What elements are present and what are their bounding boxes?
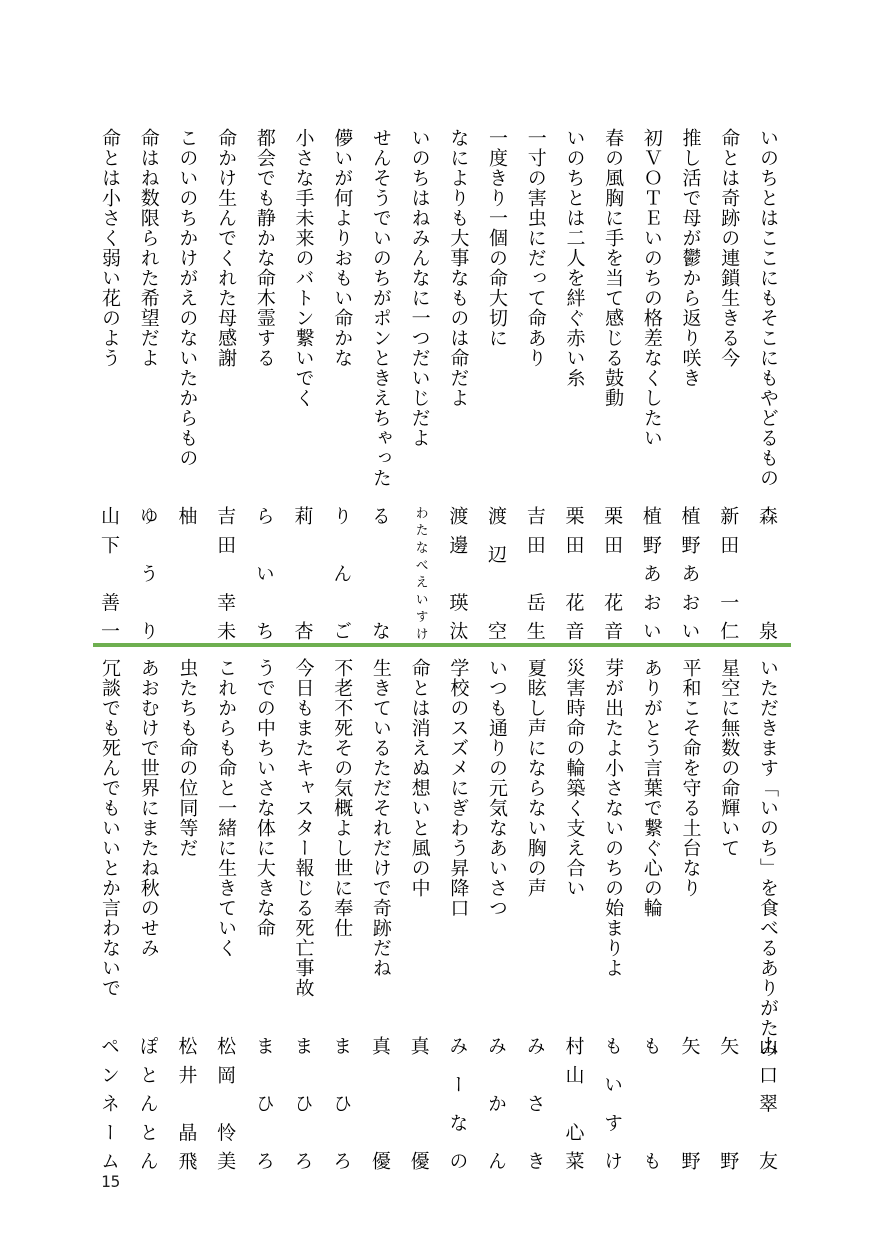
author-name: 矢 野: [717, 1036, 739, 1170]
poem-entry: [291, 128, 313, 648]
poem-text: 災害時命の輪築く支え合い: [563, 658, 585, 898]
poem-entry: [252, 128, 274, 648]
poem-entry: [639, 128, 661, 648]
poem-text: いのちとは二人を絆ぐ赤い糸: [563, 128, 585, 388]
poem-text: 今日もまたキャスター報じる死亡事故: [292, 658, 314, 998]
author-name: 渡邊 瑛汰: [446, 506, 468, 640]
author-name: 吉田 幸未: [214, 506, 236, 640]
author-name: みさき: [523, 1036, 545, 1170]
poem-text: 一度きり一個の命大切に: [486, 128, 508, 348]
poem-text: このいのちかけがえのないたからもの: [176, 128, 198, 468]
poem-entry: [600, 658, 622, 1178]
poem-text: 平和こそ命を守る土台なり: [679, 658, 701, 898]
poem-entry: [174, 658, 196, 1178]
poem-entry: [213, 658, 235, 1178]
poem-text: これからも命と一緒に生きていく: [215, 658, 237, 958]
author-name: みーなの: [446, 1036, 468, 1170]
author-name: 松岡 怜美: [214, 1036, 236, 1170]
author-name: もいすけ: [601, 1036, 623, 1170]
author-name: まひろ: [252, 1036, 274, 1170]
poem-entry: [445, 658, 467, 1178]
poem-entry: [329, 128, 351, 648]
author-name: わたなべえいすけ: [413, 506, 429, 640]
poem-entry: [174, 128, 196, 648]
poem-entry: [368, 128, 390, 648]
author-name: 栗田 花音: [562, 506, 584, 640]
author-name: らいち: [252, 506, 274, 640]
author-name: ゆうり: [136, 506, 158, 640]
author-name: 植野あおい: [639, 506, 661, 640]
divider-line: [93, 643, 791, 647]
poem-entry: [407, 658, 429, 1178]
poem-entry: [716, 128, 738, 648]
author-name: 真 優: [407, 1036, 429, 1170]
poem-text: 命とは小さく弱い花のよう: [99, 128, 120, 368]
poem-text: 冗談でも死んでもいいとか言わないで: [99, 658, 120, 998]
poem-text: 推し活で母が鬱から返り咲き: [679, 128, 701, 388]
author-name: 栗田 花音: [601, 506, 623, 640]
poem-text: 都会でも静かな命木霊する: [253, 128, 275, 368]
poem-text: 虫たちも命の位同等だ: [176, 658, 198, 858]
author-name: りんご: [330, 506, 352, 640]
poem-text: 春の風胸に手を当て感じる鼓動: [602, 128, 624, 408]
poem-entry: [213, 128, 235, 648]
poem-text: ありがとう言葉で繋ぐ心の輪: [640, 658, 662, 918]
poem-section-bottom: [97, 658, 777, 1178]
poem-text: 小さな手未来のバトン繋いでく: [292, 128, 314, 408]
poem-entry: [136, 658, 158, 1178]
author-name: 矢 野: [678, 1036, 700, 1170]
poem-entry: [678, 128, 700, 648]
poem-entry: [755, 658, 777, 1178]
poem-text: せんそうでいのちがポンときえちゃった: [369, 128, 391, 488]
poem-text: 命とは消えぬ想いと風の中: [408, 658, 430, 898]
poem-entry: [368, 658, 390, 1178]
author-name: 莉 杏: [291, 506, 313, 640]
poem-entry: [252, 658, 274, 1178]
page-number: 15: [101, 1172, 121, 1191]
poem-entry: [97, 128, 119, 648]
poem-text: 生きているただそれだけで奇跡だね: [369, 658, 391, 978]
poem-entry: [97, 658, 119, 1178]
poem-entry: [600, 128, 622, 648]
author-name: みかん: [485, 1036, 507, 1170]
poem-text: 不老不死その気概よし世に奉仕: [331, 658, 353, 938]
author-name: 森 泉: [755, 506, 777, 640]
poem-entry: [716, 658, 738, 1178]
author-name: 山口翠 友: [755, 1036, 777, 1170]
author-name: 新田 一仁: [717, 506, 739, 640]
poem-text: 芽が出たよ小さないのちの始まりよ: [602, 658, 624, 978]
author-name: 渡辺 空: [485, 506, 507, 640]
author-name: ペンネーム: [98, 1036, 119, 1170]
author-name: 柚: [175, 506, 197, 525]
poem-entry: [445, 128, 467, 648]
poem-entry: [523, 128, 545, 648]
poem-entry: [136, 128, 158, 648]
poem-entry: [755, 128, 777, 648]
poem-text: あおむけで世界にまたね秋のせみ: [137, 658, 159, 958]
poem-text: 命かけ生んでくれた母感謝: [215, 128, 237, 368]
author-name: まひろ: [330, 1036, 352, 1170]
poem-text: 命はね数限られた希望だよ: [137, 128, 159, 368]
poem-entry: [523, 658, 545, 1178]
author-name: も も: [639, 1036, 661, 1170]
poem-entry: [291, 658, 313, 1178]
poem-text: いただきます「いのち」を食べるありがたみ: [756, 658, 778, 1058]
author-name: 村山 心菜: [562, 1036, 584, 1170]
poem-text: 初ＶＯＴＥいのちの格差なくしたい: [640, 128, 662, 448]
poem-entry: [329, 658, 351, 1178]
poem-text: 夏眩し声にならない胸の声: [524, 658, 546, 898]
poem-text: いのちとはここにもそこにもやどるもの: [756, 128, 778, 488]
poem-entry: [639, 658, 661, 1178]
poem-entry: [678, 658, 700, 1178]
author-name: 吉田 岳生: [523, 506, 545, 640]
author-name: 山下 善一: [98, 506, 119, 640]
poem-text: 学校のスズメにぎわう昇降口: [447, 658, 469, 918]
poem-text: なによりも大事なものは命だよ: [447, 128, 469, 408]
author-name: 松井 晶飛: [175, 1036, 197, 1170]
author-name: る な: [368, 506, 390, 640]
author-name: 真 優: [368, 1036, 390, 1170]
poem-entry: [561, 658, 583, 1178]
poem-text: うでの中ちいさな体に大きな命: [253, 658, 275, 938]
author-name: 植野あおい: [678, 506, 700, 640]
poem-text: いつも通りの元気なあいさつ: [486, 658, 508, 918]
poem-text: 一寸の害虫にだって命あり: [524, 128, 546, 368]
poem-section-top: [97, 128, 777, 648]
poem-text: 儚いが何よりおもい命かな: [331, 128, 353, 368]
poem-text: 命とは奇跡の連鎖生きる今: [718, 128, 740, 368]
author-name: まひろ: [291, 1036, 313, 1170]
poem-text: 星空に無数の命輝いて: [718, 658, 740, 858]
poem-entry: [484, 658, 506, 1178]
poem-text: いのちはねみんなに一つだいじだよ: [408, 128, 430, 448]
author-name: ぽとんとん: [136, 1036, 158, 1170]
poem-entry: [484, 128, 506, 648]
poem-entry: [561, 128, 583, 648]
poem-entry: [407, 128, 429, 648]
